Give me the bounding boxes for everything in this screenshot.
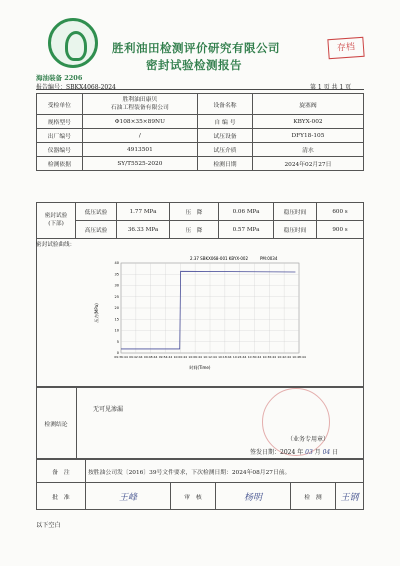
x-tick-label: 10:30:44 xyxy=(247,355,262,359)
y-tick-label: 10 xyxy=(114,328,119,333)
table-cell: 受检单位 xyxy=(37,94,83,115)
x-axis-label: 时间(Time) xyxy=(189,365,211,370)
curve-label: 密封试验曲线： xyxy=(36,242,76,248)
table-row xyxy=(37,203,364,221)
low-test-value: 1.77 MPa xyxy=(117,203,170,221)
conclusion-text: 无可见渗漏 xyxy=(93,406,124,413)
company-seal xyxy=(262,388,330,456)
high-drop-label: 压 降 xyxy=(170,221,219,239)
table-row xyxy=(37,221,364,239)
table-cell: 自 编 号 xyxy=(198,115,253,129)
table-row xyxy=(37,157,364,171)
table-cell: 旋塞阀 xyxy=(252,94,363,115)
registration-number: 海油装备 2206 xyxy=(36,74,83,82)
table-cell: 仪器编号 xyxy=(37,143,83,157)
header-rule xyxy=(36,89,364,90)
x-tick-label: 10:06:44 xyxy=(188,355,202,359)
table-cell: Φ108×35×89NU xyxy=(82,115,197,129)
remark-label: 备 注 xyxy=(37,460,86,483)
low-drop-label: 压 降 xyxy=(170,203,219,221)
chart-header: 2.37 SBKX068-001 KBYX-002 xyxy=(190,256,249,261)
high-time-value: 900 s xyxy=(317,221,364,239)
approve-label: 批 准 xyxy=(37,483,86,510)
y-tick-label: 20 xyxy=(114,306,119,311)
table-row xyxy=(37,483,364,510)
page-indicator: 第 1 页 共 1 页 xyxy=(310,84,352,91)
x-tick-label: 09:42:44 xyxy=(129,355,143,359)
high-test-value: 36.33 MPa xyxy=(117,221,170,239)
pressure-group-label: 密封试验 (下部) xyxy=(37,203,76,239)
table-cell: 2024年02月27日 xyxy=(252,157,363,171)
table-cell: 设备名称 xyxy=(198,94,253,115)
table-cell: 试压介质 xyxy=(198,143,253,157)
x-tick-label: 10:36:44 xyxy=(262,355,277,359)
table-cell: 出厂编号 xyxy=(37,129,83,143)
table-cell: 试压设备 xyxy=(198,129,253,143)
test-signature: 王钢 xyxy=(336,483,364,510)
y-tick-label: 15 xyxy=(114,317,119,322)
low-time-value: 600 s xyxy=(317,203,364,221)
sign-day: 04 xyxy=(322,449,331,456)
x-tick-label: 10:24:44 xyxy=(232,355,247,359)
review-label: 审 核 xyxy=(171,483,216,510)
conclusion-label: 检测结论 xyxy=(36,387,77,459)
org-name: 胜利油田检测评价研究有限公司 xyxy=(112,41,280,55)
footer-table xyxy=(36,459,364,510)
y-axis-label: 压力(MPa) xyxy=(94,303,99,323)
x-tick-label: 10:42:44 xyxy=(277,355,291,359)
test-label: 检 测 xyxy=(291,483,336,510)
y-tick-label: 5 xyxy=(116,339,119,344)
x-tick-label: 09:48:44 xyxy=(143,355,158,359)
pressure-curve-chart xyxy=(95,253,305,371)
report-number: 报告编号：SBKX4068-2024 xyxy=(36,84,116,91)
y-tick-label: 0 xyxy=(116,351,119,356)
table-row xyxy=(37,129,364,143)
table-cell: DFY18-105 xyxy=(252,129,363,143)
table-row xyxy=(37,94,364,115)
low-time-label: 稳压时间 xyxy=(274,203,317,221)
y-tick-label: 30 xyxy=(114,283,119,288)
report-title: 密封试验检测报告 xyxy=(146,58,242,72)
x-tick-label: 10:18:44 xyxy=(218,355,232,359)
company-logo xyxy=(48,18,98,68)
table-cell: 检测依据 xyxy=(37,157,83,171)
approve-signature: 王峰 xyxy=(86,483,171,510)
high-drop-value: 0.57 MPa xyxy=(219,221,274,239)
pressure-table xyxy=(36,202,364,239)
x-tick-label: 10:48:44 xyxy=(292,355,306,359)
info-table xyxy=(36,93,364,171)
special-seal-text: （业务专用章） xyxy=(287,436,330,443)
chart-header-right: PM:0034 xyxy=(260,256,278,261)
below-blank-text: 以下空白 xyxy=(36,522,61,529)
table-cell: 胜利油田康贝 石油工程装备有限公司 xyxy=(82,94,197,115)
x-tick-label: 10:00:44 xyxy=(173,355,188,359)
high-time-label: 稳压时间 xyxy=(274,221,317,239)
table-cell: 4913501 xyxy=(82,143,197,157)
archive-stamp: 存档 xyxy=(327,37,364,59)
y-tick-label: 40 xyxy=(114,261,119,266)
sign-year: 2024 xyxy=(280,449,296,456)
table-row xyxy=(37,143,364,157)
x-tick-label: 10:12:44 xyxy=(203,355,217,359)
low-drop-value: 0.06 MPa xyxy=(219,203,274,221)
table-cell: 规格型号 xyxy=(37,115,83,129)
y-tick-label: 25 xyxy=(114,294,119,299)
remark-text: 按胜油公司发〔2016〕39号文件要求，下次检测日期：2024年08月27日前。 xyxy=(86,460,364,483)
high-test-label: 高压试验 xyxy=(76,221,117,239)
table-cell: 检测日期 xyxy=(198,157,253,171)
sign-date-prefix: 签发日期： xyxy=(250,449,281,456)
x-tick-label: 09:54:44 xyxy=(158,355,173,359)
sign-month: 03 xyxy=(305,449,313,456)
table-cell: KBYX-002 xyxy=(252,115,363,129)
review-signature: 杨明 xyxy=(216,483,291,510)
table-row xyxy=(37,115,364,129)
low-test-label: 低压试验 xyxy=(76,203,117,221)
table-cell: SY/T5525-2020 xyxy=(82,157,197,171)
y-tick-label: 35 xyxy=(114,272,119,277)
table-cell: 清水 xyxy=(252,143,363,157)
table-row xyxy=(37,460,364,483)
table-cell: / xyxy=(82,129,197,143)
sign-date: 签发日期：2024 年 03 月 04 日 xyxy=(250,449,339,456)
x-tick-label: 09:36:44 xyxy=(114,355,128,359)
